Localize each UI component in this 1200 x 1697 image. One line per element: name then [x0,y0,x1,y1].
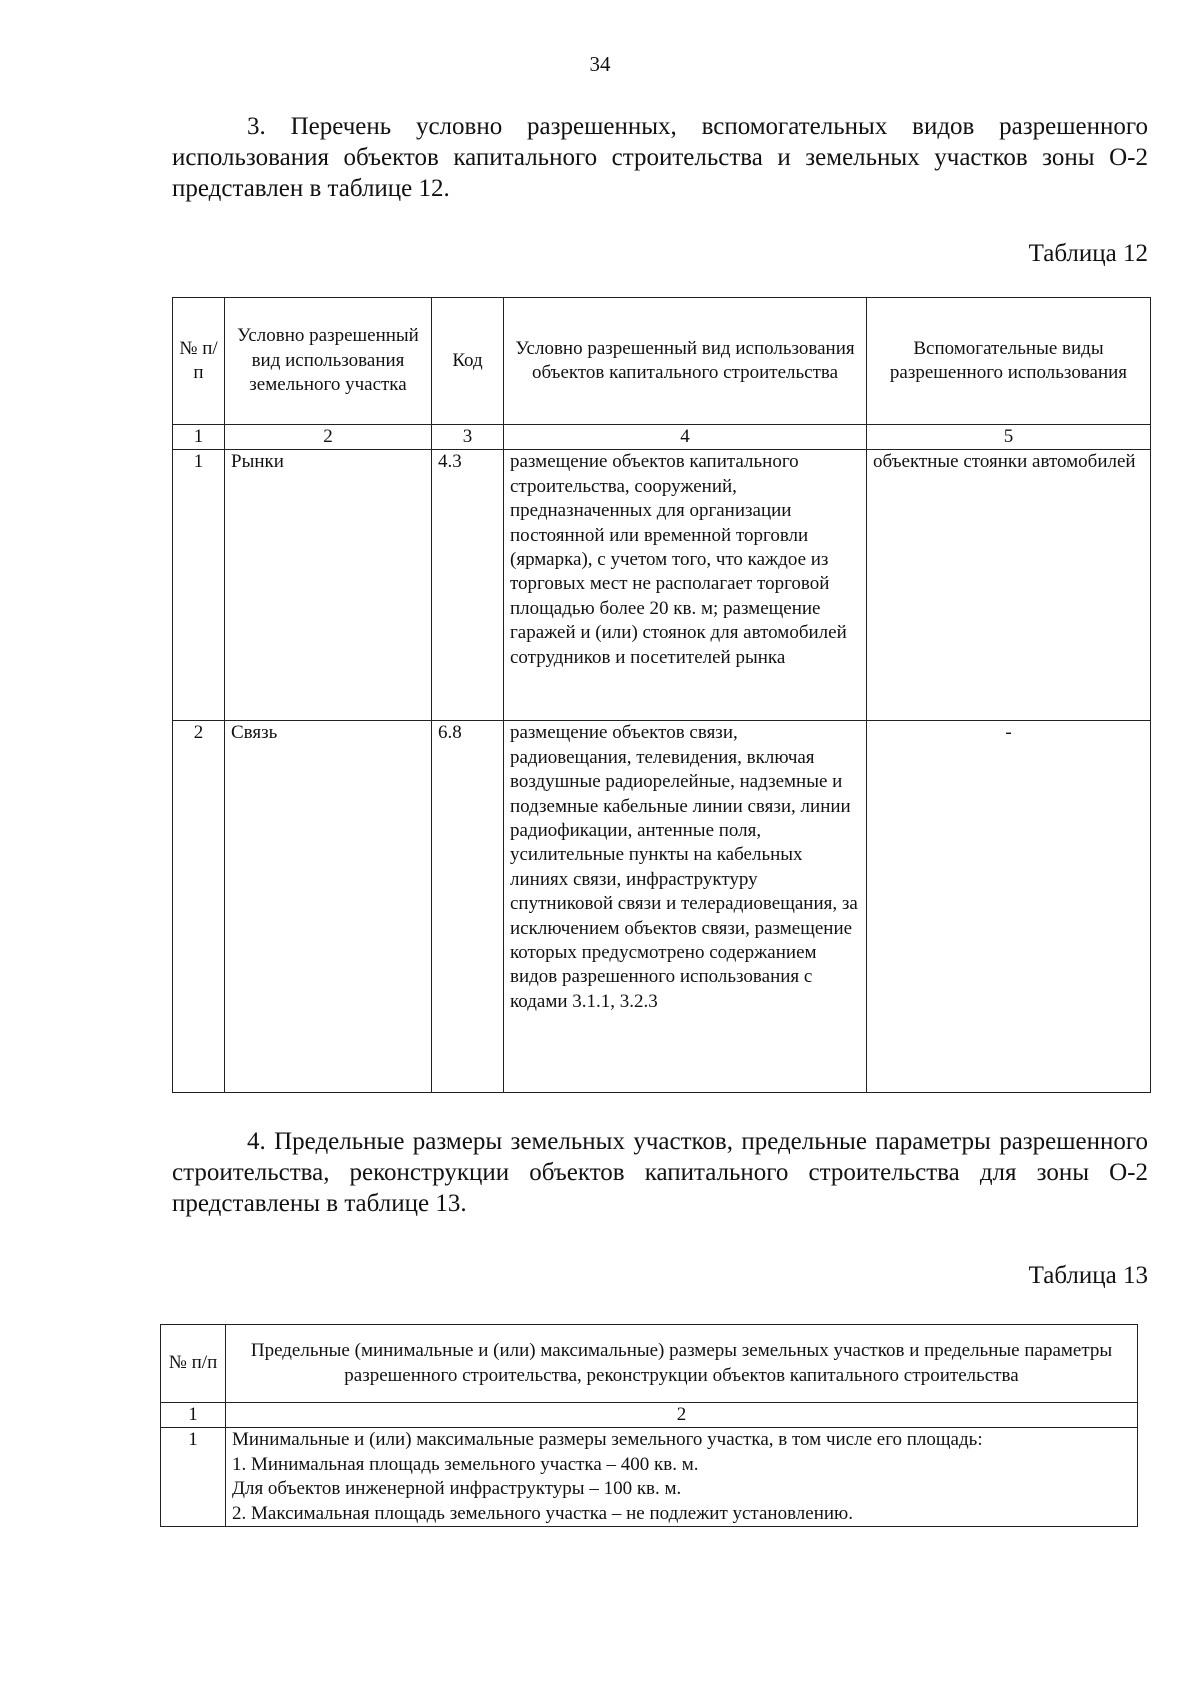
row-code: 4.3 [432,450,504,721]
parameter-line: Минимальные и (или) максимальные размеры земельного участка, в том числе его площадь: [232,1429,983,1451]
column-number: 3 [432,425,504,450]
row-auxiliary: - [867,721,1151,1093]
table-row [173,721,1151,1093]
table-12-column-numbers [173,425,1151,450]
page-number: 34 [589,52,611,76]
column-number: 4 [504,425,867,450]
parameter-line: 1. Минимальная площадь земельного участка – 400 кв. м. [232,1453,699,1475]
section-4-paragraph: 4. Предельные размеры земельных участков, предельные параметры разрешенного строительства, реконструкции объектов капитального строительства для зоны О-2 представлены в таблице 13. [172,1128,1148,1217]
table-12-caption: Таблица 12 [1028,240,1148,267]
column-number: 2 [226,1403,1138,1428]
parameter-line: 2. Максимальная площадь земельного участка – не подлежит установлению. [232,1502,853,1524]
table-12 [172,297,1151,1093]
row-land-use: Рынки [225,450,432,721]
header-number: № п/п [161,1325,226,1403]
row-number: 1 [161,1428,226,1527]
header-number: № п/п [173,298,225,425]
row-description: размещение объектов капитального строительства, сооружений, предназначенных для организации постоянной или временной торговли (ярмарка), с учетом того, что каждое из торговых мест не располагает торговой площадью более 20 кв. м; размещение гаражей и (или) стоянок для автомобилей сотрудников и посетителей рынка [504,450,867,721]
header-code: Код [432,298,504,425]
header-auxiliary-use: Вспомогательные виды разрешенного использования [867,298,1151,425]
section-3-paragraph: 3. Перечень условно разрешенных, вспомогательных видов разрешенного использования объектов капитального строительства и земельных участков зоны О-2 представлен в таблице 12. [172,113,1148,202]
column-number: 1 [161,1403,226,1428]
table-row [161,1428,1138,1527]
row-auxiliary: объектные стоянки автомобилей [867,450,1151,721]
row-parameters [226,1428,1138,1527]
parameter-line: Для объектов инженерной инфраструктуры – 100 кв. м. [232,1478,682,1500]
header-land-use: Условно разрешенный вид использования земельного участка [225,298,432,425]
row-code: 6.8 [432,721,504,1093]
table-12-header-row [173,298,1151,425]
header-parameters: Предельные (минимальные и (или) максимальные) размеры земельных участков и предельные параметры разрешенного строительства, реконструкции объектов капитального строительства [226,1325,1138,1403]
column-number: 2 [225,425,432,450]
row-description: размещение объектов связи, радиовещания, телевидения, включая воздушные радиорелейные, надземные и подземные кабельные линии связи, линии радиофикации, антенные поля, усилительные пункты на кабельных линиях связи, инфраструктуру спутниковой связи и телерадиовещания, за исключением объектов связи, размещение которых предусмотрено содержанием видов разрешенного использования с кодами 3.1.1, 3.2.3 [504,721,867,1093]
table-13 [160,1324,1138,1527]
table-13-caption: Таблица 13 [1028,1262,1148,1289]
header-construction-use: Условно разрешенный вид использования объектов капитального строительства [504,298,867,425]
table-13-header-row [161,1325,1138,1403]
row-number: 1 [173,450,225,721]
table-row [173,450,1151,721]
column-number: 1 [173,425,225,450]
table-13-column-numbers [161,1403,1138,1428]
column-number: 5 [867,425,1151,450]
row-land-use: Связь [225,721,432,1093]
row-number: 2 [173,721,225,1093]
